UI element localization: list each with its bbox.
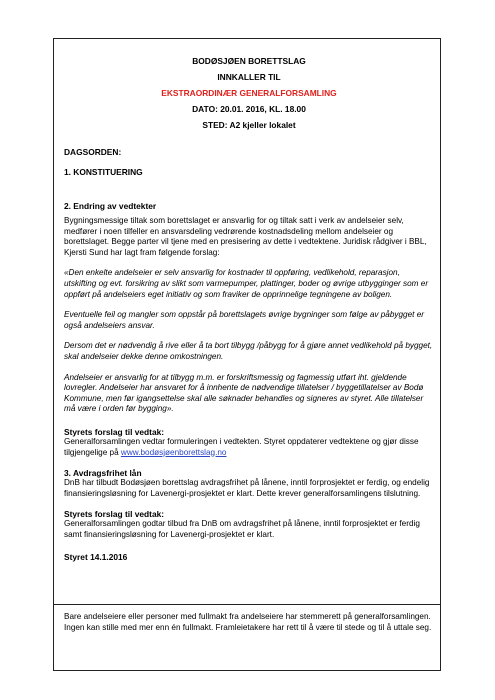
quote-paragraph-2: Eventuelle feil og mangler som oppstår på borettslagets øvrige bygninger som følge av påbygget er også andelseiers ansvar.	[64, 310, 424, 330]
document-header	[64, 53, 434, 133]
item1-title: 1. KONSTITUERING	[64, 167, 143, 177]
item3-text: DnB har tilbudt Bodøsjøen borettslag avdragsfrihet på lånene, inntil forprosjektet er ferdig, og endelig finansieringsløsning for Lavenergi-prosjektet er klart. Dette krever generalforsamlingens tilslutning.	[64, 478, 430, 498]
footer-divider	[54, 604, 440, 605]
quote-paragraph-4: Andelseier er ansvarlig for at tilbygg m.m. er forskriftsmessig og fagmessig utført iht. gjeldende lovregler. Andelseier har ansvaret for å innhente de nødvendige tillatelser / byggetillatelser av Bodø Kommune, men før igangsettelse skal alle søknader behandles og signeres av styret. Alle tillatelser må være i orden før bygging».	[64, 372, 424, 414]
meeting-type: EKSTRAORDINÆR GENERALFORSAMLING	[161, 88, 337, 98]
meeting-place: STED: A2 kjeller lokalet	[202, 120, 296, 130]
proposal2-title: Styrets forslag til vedtak:	[64, 509, 165, 520]
quote-paragraph-3: Dersom det er nødvendig å rive eller å ta bort tilbygg /påbygg for å gjøre annet vedlikehold på bygget, skal andelseier dekke denne omkostningen.	[64, 341, 433, 361]
footer-note: Bare andelseiere eller personer med fullmakt fra andelseiere har stemmerett på generalforsamlingen. Ingen kan stille med mer enn én fullmakt. Framleietakere har rett til å være til stede og til å uttale seg.	[64, 612, 432, 632]
item3-title: 3. Avdragsfrihet lån	[64, 468, 142, 479]
item2-intro: Bygningsmessige tiltak som borettslaget er ansvarlig for og tiltak satt i verk av andelseier selv, medfører i noen tilfeller en ansvarsdeling vedrørende kostnadsdeling mellom andelseier og borettslaget. Begge parter vil tjene med en presisering av dette i vedtektene. Juridisk rådgiver i BBL, Kjersti Sund har lagt fram følgende forslag:	[64, 216, 427, 257]
website-link[interactable]: www.bodøsjøenborettslag.no	[120, 447, 227, 457]
meeting-date: DATO: 20.01. 2016, KL. 18.00	[192, 104, 306, 114]
quote-paragraph-1: «Den enkelte andelseier er selv ansvarlig for kostnader til oppføring, vedlikehold, reparasjon, utskifting og evt. forsikring av slikt som varmepumper, plattinger, boder og øvrige utbygginger som er oppført på andelseiers eget initiativ og som fraviker de opprinnelige tegningene av boligen.	[64, 268, 429, 299]
invite-line: INNKALLER TIL	[217, 72, 281, 82]
proposal1-title: Styrets forslag til vedtak:	[64, 426, 165, 437]
document-page	[53, 38, 441, 671]
item2-title: 2. Endring av vedtekter	[64, 201, 157, 211]
proposal2-text: Generalforsamlingen godtar tilbud fra DnB om avdragsfrihet på lånene, inntil forprosjektet er ferdig samt finansieringsløsning for Lavenergi-prosjektet er klart.	[64, 519, 420, 539]
agenda-title: DAGSORDEN:	[64, 147, 122, 157]
proposal1-text: Generalforsamlingen vedtar formuleringen i vedtekten. Styret oppdaterer vedtektene og gjør disse tilgjengelige på	[64, 436, 419, 457]
org-name: BODØSJØEN BORETTSLAG	[192, 56, 306, 66]
signature: Styret 14.1.2016	[64, 552, 128, 563]
proposal1-body	[64, 437, 434, 458]
document-content	[64, 51, 434, 562]
